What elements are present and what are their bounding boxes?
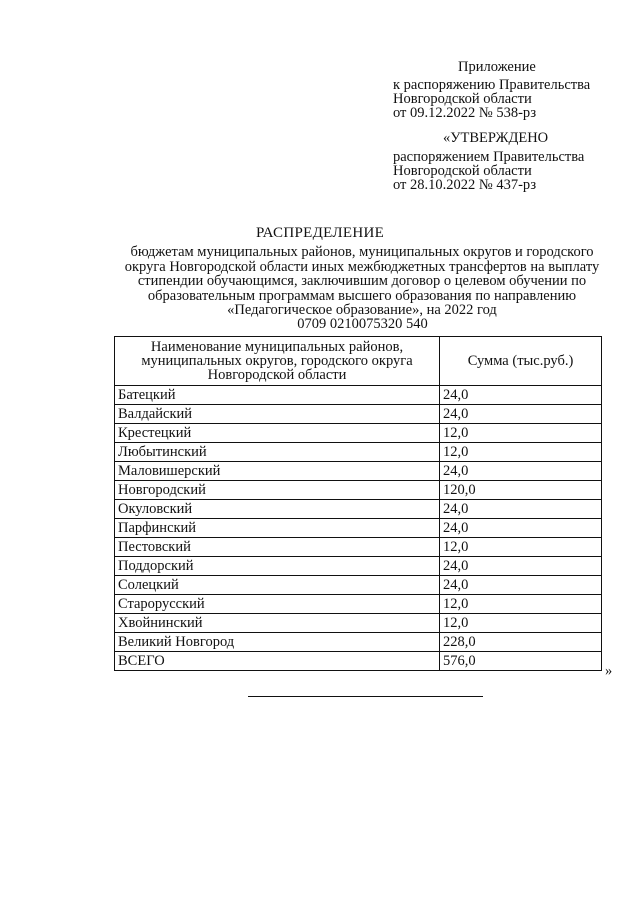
district-name: Окуловский	[115, 500, 440, 519]
district-sum: 228,0	[440, 633, 602, 652]
district-sum: 24,0	[440, 519, 602, 538]
table-row	[115, 519, 602, 538]
table-row	[115, 500, 602, 519]
table-row	[115, 614, 602, 633]
table-row	[115, 576, 602, 595]
distribution-table	[114, 336, 602, 671]
district-sum: 12,0	[440, 538, 602, 557]
district-name: Крестецкий	[115, 424, 440, 443]
subtitle-line: округа Новгородской области иных межбюджетных трансфертов на выплату	[124, 258, 600, 275]
district-name: Батецкий	[115, 386, 440, 405]
approved-line-2: Новгородской области	[393, 163, 532, 179]
table-row	[115, 481, 602, 500]
total-sum: 576,0	[440, 652, 602, 671]
signature-divider	[248, 696, 483, 697]
subtitle-line: бюджетам муниципальных районов, муниципальных округов и городского	[130, 244, 594, 260]
district-name: Парфинский	[115, 519, 440, 538]
table-header-row	[115, 337, 602, 386]
subtitle-line: стипендии обучающимся, заключившим договор о целевом обучении по	[137, 273, 587, 289]
district-sum: 24,0	[440, 462, 602, 481]
district-sum: 24,0	[440, 500, 602, 519]
district-name: Новгородский	[115, 481, 440, 500]
table-row	[115, 557, 602, 576]
order-line-3: от 09.12.2022 № 538-рз	[393, 105, 537, 121]
district-sum: 12,0	[440, 443, 602, 462]
order-line-2: Новгородской области	[393, 91, 532, 107]
district-sum: 12,0	[440, 424, 602, 443]
document-subtitle	[112, 245, 612, 318]
table-total-row	[115, 652, 602, 671]
total-label: ВСЕГО	[115, 652, 440, 671]
appendix-label: Приложение	[458, 59, 536, 75]
district-name: Любытинский	[115, 443, 440, 462]
column-header-name: Наименование муниципальных районов, муниципальных округов, городского округа Новгородской области	[115, 337, 440, 386]
district-sum: 24,0	[440, 386, 602, 405]
district-name: Хвойнинский	[115, 614, 440, 633]
approved-label: «УТВЕРЖДЕНО	[443, 130, 549, 146]
table-row	[115, 595, 602, 614]
district-sum: 12,0	[440, 614, 602, 633]
district-sum: 24,0	[440, 405, 602, 424]
approved-line-3: от 28.10.2022 № 437-рз	[393, 177, 537, 193]
table-row	[115, 538, 602, 557]
district-sum: 120,0	[440, 481, 602, 500]
district-name: Маловишерский	[115, 462, 440, 481]
budget-code: 0709 0210075320 540	[297, 316, 428, 332]
table-row	[115, 424, 602, 443]
document-title: РАСПРЕДЕЛЕНИЕ	[255, 225, 385, 241]
district-name: Старорусский	[115, 595, 440, 614]
table-row	[115, 462, 602, 481]
approved-line-1: распоряжением Правительства	[393, 149, 585, 165]
table-row	[115, 633, 602, 652]
district-sum: 12,0	[440, 595, 602, 614]
district-sum: 24,0	[440, 576, 602, 595]
subtitle-line: образовательным программам высшего образования по направлению	[147, 287, 577, 304]
column-header-sum: Сумма (тыс.руб.)	[440, 337, 602, 386]
table-row	[115, 405, 602, 424]
district-name: Солецкий	[115, 576, 440, 595]
district-name: Великий Новгород	[115, 633, 440, 652]
subtitle-line: «Педагогическое образование», на 2022 год	[227, 302, 497, 318]
district-name: Поддорский	[115, 557, 440, 576]
district-sum: 24,0	[440, 557, 602, 576]
closing-quote: »	[605, 663, 613, 679]
district-name: Пестовский	[115, 538, 440, 557]
table-row	[115, 443, 602, 462]
order-line-1: к распоряжению Правительства	[393, 77, 591, 93]
table-row	[115, 386, 602, 405]
district-name: Валдайский	[115, 405, 440, 424]
